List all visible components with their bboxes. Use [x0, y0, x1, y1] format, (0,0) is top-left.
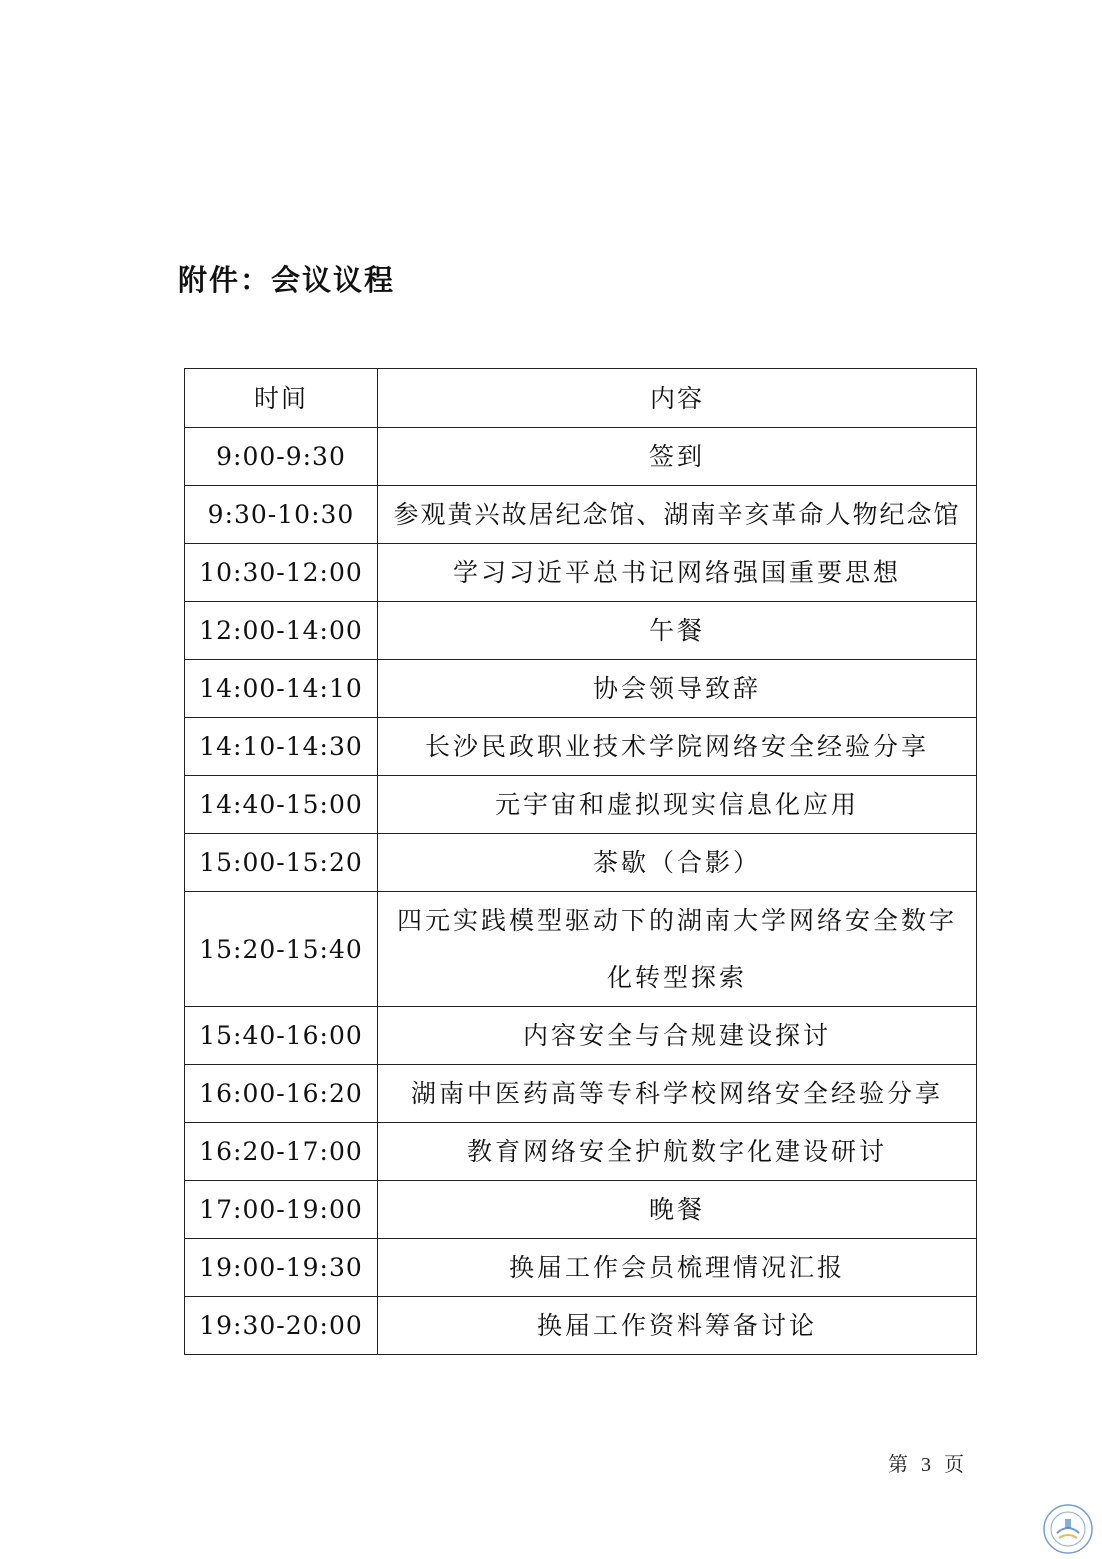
row-time: 15:00-15:20 [185, 834, 378, 892]
row-time: 16:00-16:20 [185, 1065, 378, 1123]
page-number: 第 3 页 [888, 1454, 965, 1476]
row-time: 17:00-19:00 [185, 1181, 378, 1239]
row-content: 晚餐 [378, 1181, 977, 1239]
table-row [185, 486, 977, 544]
row-time: 10:30-12:00 [185, 544, 378, 602]
table-row [185, 892, 977, 1007]
agenda-table [184, 368, 977, 1355]
table-row [185, 834, 977, 892]
row-content: 四元实践模型驱动下的湖南大学网络安全数字化转型探索 [378, 892, 977, 1007]
table-row [185, 718, 977, 776]
row-content: 教育网络安全护航数字化建设研讨 [378, 1123, 977, 1181]
row-content: 签到 [378, 428, 977, 486]
table-row [185, 602, 977, 660]
row-time: 14:10-14:30 [185, 718, 378, 776]
table-header-row [185, 369, 977, 428]
row-content: 参观黄兴故居纪念馆、湖南辛亥革命人物纪念馆 [378, 486, 977, 544]
row-time: 16:20-17:00 [185, 1123, 378, 1181]
table-row [185, 660, 977, 718]
row-time: 15:20-15:40 [185, 892, 378, 1007]
row-time: 19:30-20:00 [185, 1297, 378, 1355]
row-content: 茶歇（合影） [378, 834, 977, 892]
table-row [185, 1123, 977, 1181]
table-row [185, 1181, 977, 1239]
header-time: 时间 [185, 369, 378, 428]
row-time: 9:30-10:30 [185, 486, 378, 544]
row-content: 元宇宙和虚拟现实信息化应用 [378, 776, 977, 834]
organization-seal-icon [1042, 1503, 1094, 1555]
row-content: 学习习近平总书记网络强国重要思想 [378, 544, 977, 602]
row-content: 换届工作会员梳理情况汇报 [378, 1239, 977, 1297]
table-row [185, 544, 977, 602]
table-row [185, 776, 977, 834]
table-row [185, 1065, 977, 1123]
row-content: 午餐 [378, 602, 977, 660]
row-time: 9:00-9:30 [185, 428, 378, 486]
row-time: 14:40-15:00 [185, 776, 378, 834]
table-row [185, 1239, 977, 1297]
page-title: 附件：会议议程 [178, 263, 396, 297]
row-time: 19:00-19:30 [185, 1239, 378, 1297]
row-content: 协会领导致辞 [378, 660, 977, 718]
table-row [185, 428, 977, 486]
row-time: 15:40-16:00 [185, 1007, 378, 1065]
row-content: 换届工作资料筹备讨论 [378, 1297, 977, 1355]
row-time: 14:00-14:10 [185, 660, 378, 718]
row-time: 12:00-14:00 [185, 602, 378, 660]
table-row [185, 1297, 977, 1355]
row-content: 湖南中医药高等专科学校网络安全经验分享 [378, 1065, 977, 1123]
table-row [185, 1007, 977, 1065]
row-content: 长沙民政职业技术学院网络安全经验分享 [378, 718, 977, 776]
row-content: 内容安全与合规建设探讨 [378, 1007, 977, 1065]
header-content: 内容 [378, 369, 977, 428]
